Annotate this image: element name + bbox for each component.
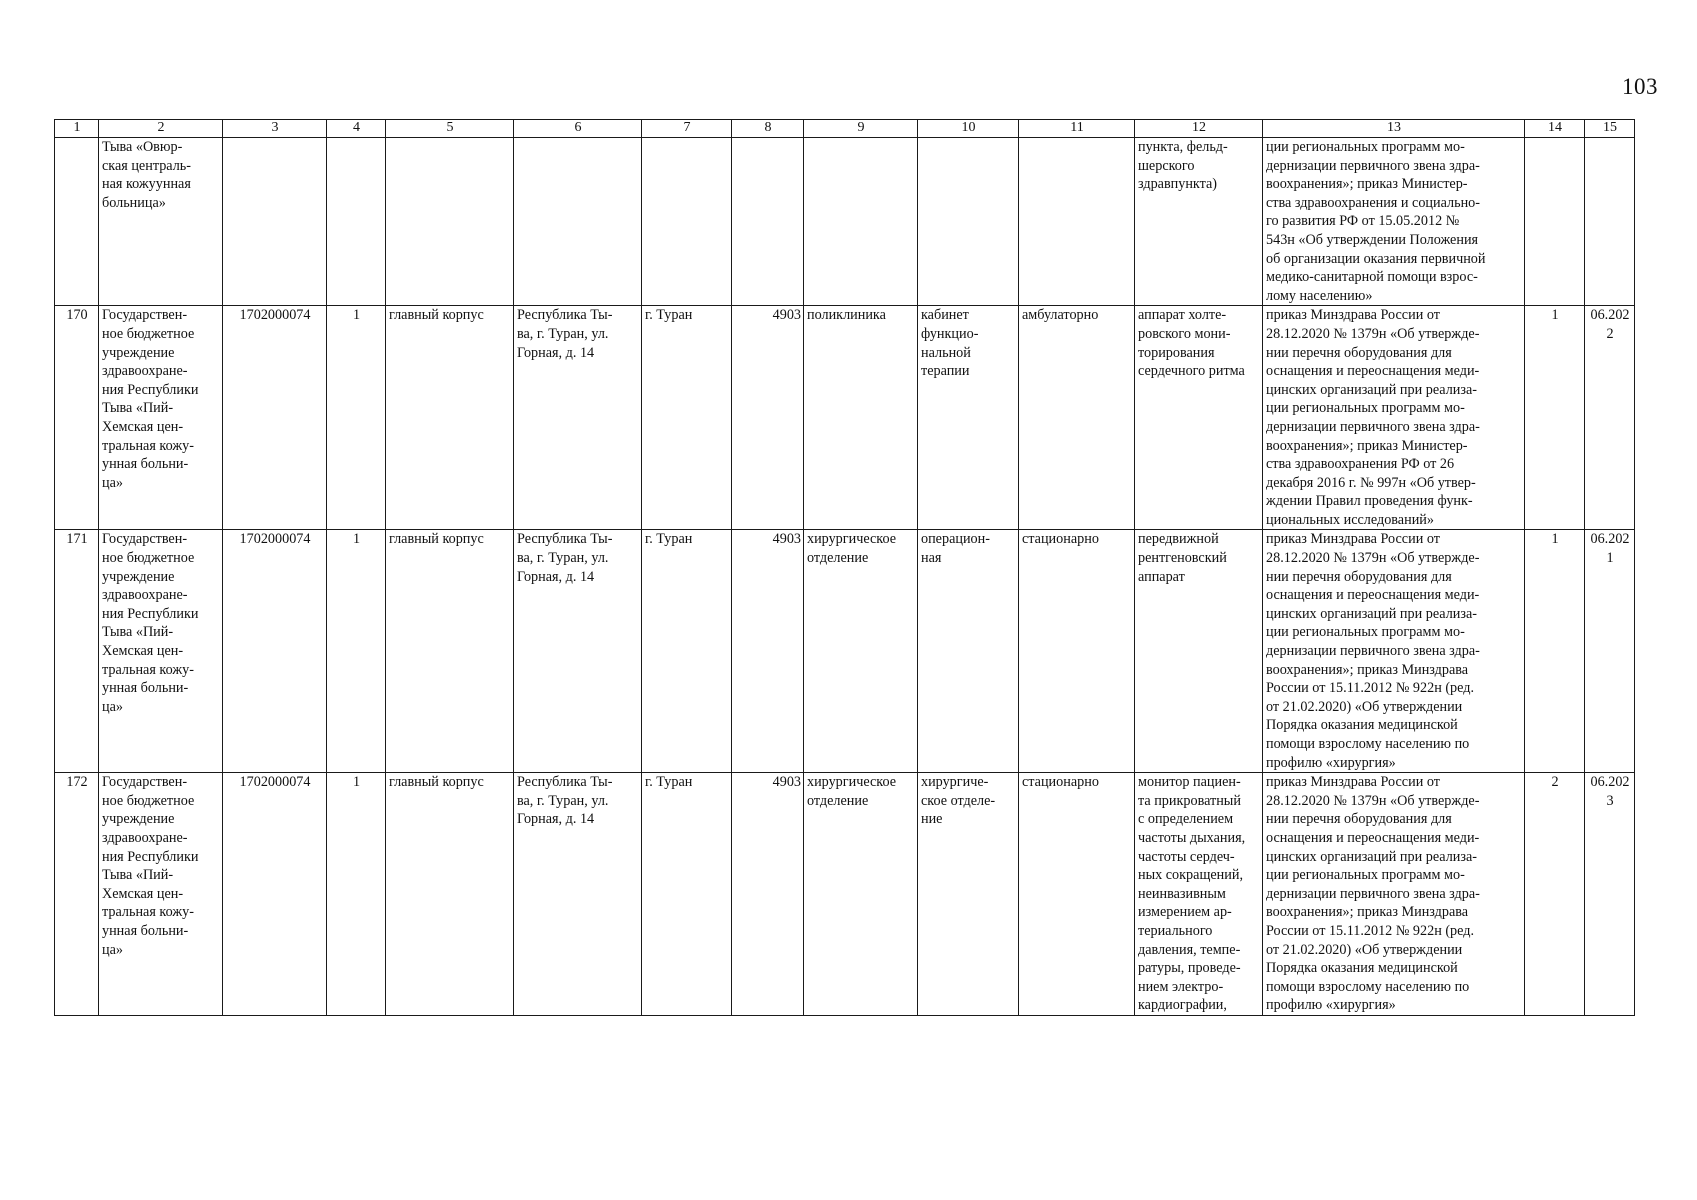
department-cell: хирургическое отделение [804,773,918,1016]
table-row [55,530,1635,773]
mode-cell: стационарно [1019,773,1135,1016]
column-number: 5 [386,120,514,138]
room-cell: хирургиче- ское отделе- ние [918,773,1019,1016]
column-number: 11 [1019,120,1135,138]
column-number: 9 [804,120,918,138]
col8-cell [732,138,804,306]
room-cell: операцион- ная [918,530,1019,773]
address-cell: Республика Ты- ва, г. Туран, ул. Горная, д. 14 [514,306,642,530]
table-row [55,306,1635,530]
city-cell [642,138,732,306]
col4-cell [327,138,386,306]
address-cell: Республика Ты- ва, г. Туран, ул. Горная, д. 14 [514,773,642,1016]
code-cell: 1702000074 [223,773,327,1016]
organization-cell: Государствен- ное бюджетное учреждение здравоохране- ния Республики Тыва «Пий- Хемская цен- тральная кожу- унная больни- ца» [99,306,223,530]
column-number: 2 [99,120,223,138]
date-cell [1585,138,1635,306]
department-cell [804,138,918,306]
column-number: 3 [223,120,327,138]
organization-cell: Тыва «Овюр- ская централь- ная кожуунная больница» [99,138,223,306]
column-number: 4 [327,120,386,138]
column-number: 6 [514,120,642,138]
city-cell: г. Туран [642,530,732,773]
column-number: 15 [1585,120,1635,138]
date-cell: 06.2021 [1585,530,1635,773]
equipment-cell: пункта, фельд- шерского здравпункта) [1135,138,1263,306]
row-number-cell: 172 [55,773,99,1016]
register-table [54,119,1635,1016]
organization-cell: Государствен- ное бюджетное учреждение здравоохране- ния Республики Тыва «Пий- Хемская цен- тральная кожу- унная больни- ца» [99,530,223,773]
city-cell: г. Туран [642,773,732,1016]
equipment-cell: монитор пациен- та прикроватный с определением частоты дыхания, частоты сердеч- ных сокращений, неинвазивным измерением ар- териального давления, темпе- ратуры, проведе- нием электро- кардиографии, [1135,773,1263,1016]
page-number: 103 [1622,74,1658,99]
col8-cell: 4903 [732,530,804,773]
column-number: 1 [55,120,99,138]
quantity-cell: 1 [1525,530,1585,773]
department-cell: поликлиника [804,306,918,530]
quantity-cell: 2 [1525,773,1585,1016]
mode-cell [1019,138,1135,306]
quantity-cell [1525,138,1585,306]
date-cell: 06.2022 [1585,306,1635,530]
row-number-cell: 171 [55,530,99,773]
building-cell: главный корпус [386,306,514,530]
organization-cell: Государствен- ное бюджетное учреждение здравоохране- ния Республики Тыва «Пий- Хемская цен- тральная кожу- унная больни- ца» [99,773,223,1016]
mode-cell: стационарно [1019,530,1135,773]
column-number: 13 [1263,120,1525,138]
department-cell: хирургическое отделение [804,530,918,773]
col8-cell: 4903 [732,306,804,530]
basis-cell: приказ Минздрава России от 28.12.2020 № 1379н «Об утвержде- нии перечня оборудования для оснащения и переоснащения меди- цинских организаций при реализа- ции региональных программ мо- дернизации первичного звена здра- воохранения»; приказ Минздрава России от 15.11.2012 № 922н (ред. от 21.02.2020) «Об утверждении Порядка оказания медицинской помощи взрослому населению по профилю «хирургия» [1263,530,1525,773]
building-cell: главный корпус [386,773,514,1016]
col4-cell: 1 [327,306,386,530]
column-number: 10 [918,120,1019,138]
address-cell: Республика Ты- ва, г. Туран, ул. Горная, д. 14 [514,530,642,773]
column-number: 7 [642,120,732,138]
col4-cell: 1 [327,530,386,773]
row-number-cell [55,138,99,306]
column-number: 12 [1135,120,1263,138]
equipment-cell: аппарат холте- ровского мони- торирования сердечного ритма [1135,306,1263,530]
continuation-row [55,138,1635,306]
row-number-cell: 170 [55,306,99,530]
col8-cell: 4903 [732,773,804,1016]
column-number: 14 [1525,120,1585,138]
date-cell: 06.2023 [1585,773,1635,1016]
col4-cell: 1 [327,773,386,1016]
mode-cell: амбулаторно [1019,306,1135,530]
quantity-cell: 1 [1525,306,1585,530]
room-cell: кабинет функцио- нальной терапии [918,306,1019,530]
column-number-row [55,120,1635,138]
basis-cell: приказ Минздрава России от 28.12.2020 № 1379н «Об утвержде- нии перечня оборудования для оснащения и переоснащения меди- цинских организаций при реализа- ции региональных программ мо- дернизации первичного звена здра- воохранения»; приказ Министер- ства здравоохранения РФ от 26 декабря 2016 г. № 997н «Об утвер- ждении Правил проведения функ- циональных исследований» [1263,306,1525,530]
equipment-cell: передвижной рентгеновский аппарат [1135,530,1263,773]
city-cell: г. Туран [642,306,732,530]
room-cell [918,138,1019,306]
basis-cell: ции региональных программ мо- дернизации первичного звена здра- воохранения»; приказ Министер- ства здравоохранения и социально- го развития РФ от 15.05.2012 № 543н «Об утверждении Положения об организации оказания первичной медико-санитарной помощи взрос- лому населению» [1263,138,1525,306]
code-cell: 1702000074 [223,306,327,530]
column-number: 8 [732,120,804,138]
address-cell [514,138,642,306]
basis-cell: приказ Минздрава России от 28.12.2020 № 1379н «Об утвержде- нии перечня оборудования для оснащения и переоснащения меди- цинских организаций при реализа- ции региональных программ мо- дернизации первичного звена здра- воохранения»; приказ Минздрава России от 15.11.2012 № 922н (ред. от 21.02.2020) «Об утверждении Порядка оказания медицинской помощи взрослому населению по профилю «хирургия» [1263,773,1525,1016]
building-cell: главный корпус [386,530,514,773]
building-cell [386,138,514,306]
code-cell [223,138,327,306]
code-cell: 1702000074 [223,530,327,773]
table-row [55,773,1635,1016]
